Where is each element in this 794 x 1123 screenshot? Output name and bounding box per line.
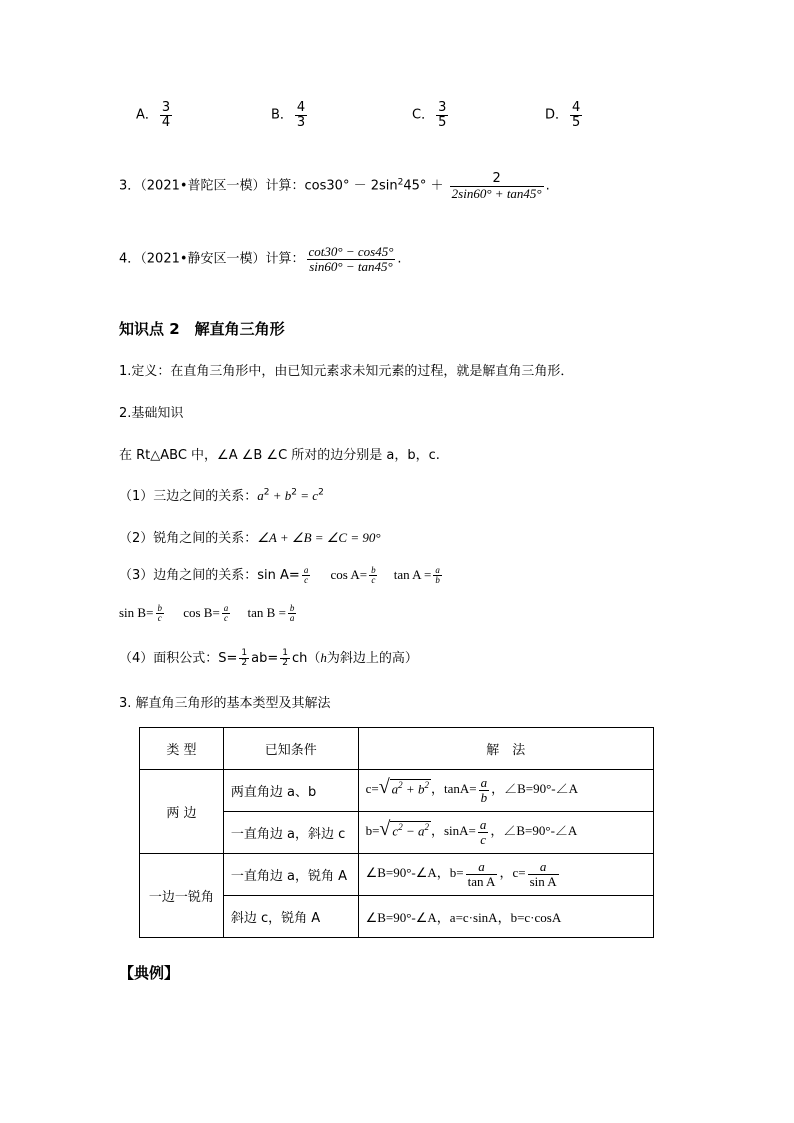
q3-sup: 2 <box>397 177 404 188</box>
table-sol-3 <box>358 854 653 896</box>
rel3-tan-label: tan A = <box>393 567 432 582</box>
relation-3 <box>119 564 444 585</box>
q3-frac-num: 2 <box>492 171 501 186</box>
intro-text: 在 Rt△ABC 中，∠A ∠B ∠C 所对的边分别是 a，b，c. <box>119 448 440 463</box>
relation-3b <box>119 604 298 624</box>
rel2-label: （2）锐角之间的关系： <box>119 531 258 546</box>
option-a-label: A． <box>136 107 158 123</box>
rel3-sina-den: c <box>304 575 309 585</box>
table-row <box>140 854 654 896</box>
r2-frac-den: c <box>480 832 487 847</box>
question-4 <box>119 245 402 273</box>
r3-f1-num: a <box>478 859 485 875</box>
r3-f2-den: sin A <box>529 874 557 889</box>
r1-sqrt-b: + b <box>402 781 425 797</box>
r1-frac-den: b <box>480 790 488 805</box>
rel3-tana-num: a <box>435 564 440 575</box>
types-title: 3. 解直角三角形的基本类型及其解法 <box>119 696 331 711</box>
r2-sol-b: ，sinA= <box>430 823 476 839</box>
table-sol-1 <box>358 770 653 812</box>
table-sol-2 <box>358 812 653 854</box>
rel3-tana-den: b <box>435 575 440 585</box>
q4-suffix: . <box>397 251 402 267</box>
option-b-label: B． <box>271 107 293 123</box>
rel1-b: + b <box>269 488 292 503</box>
r3-sol-b: ，c= <box>499 865 526 881</box>
rel4-label: （4）面积公式：S= <box>119 651 238 666</box>
table-cond-3: 一直角边 a，锐角 A <box>223 854 358 896</box>
option-c-den: 5 <box>438 114 447 130</box>
rel4-half2-num: 1 <box>282 647 289 658</box>
table-header-condition: 已知条件 <box>223 728 358 770</box>
rel3b-cosb-num: a <box>223 603 229 613</box>
r1-sqrt-a: a <box>391 781 399 797</box>
r1-sol-a: c= <box>365 781 379 797</box>
rel3-cos-label: cos A= <box>330 567 368 582</box>
rel1-sq-b: 2 <box>291 487 298 498</box>
table-sol-4: ∠B=90°-∠A，a=c·sinA，b=c·cosA <box>358 896 653 938</box>
rel4-half2-den: 2 <box>282 658 289 668</box>
rel1-sq-c: 2 <box>318 487 324 498</box>
rel4-half-den: 2 <box>241 658 248 668</box>
option-a-den: 4 <box>161 114 171 130</box>
rel4-half-num: 1 <box>241 647 248 658</box>
rel3b-tan-label: tan B = <box>247 604 286 620</box>
r2-sqrt-a: c <box>392 823 399 839</box>
relation-1 <box>119 485 324 504</box>
relation-2 <box>119 527 381 546</box>
q4-prefix: 4．（2021•静安区一模）计算： <box>119 251 305 267</box>
q3-frac-den: 2sin60° + tan45° <box>451 185 542 201</box>
rel3b-tanb-num: b <box>289 603 295 613</box>
rel3-cosa-num: b <box>371 564 376 575</box>
rel3-cosa-den: c <box>371 575 376 585</box>
option-a <box>136 101 174 129</box>
q3-suffix: . <box>545 178 550 194</box>
rel1-a: a <box>257 488 264 503</box>
r2-sol-c: ，∠B=90°-∠A <box>490 823 578 839</box>
table-cond-4: 斜边 c，锐角 A <box>223 896 358 938</box>
r2-frac-num: a <box>479 817 487 833</box>
table-cond-2: 一直角边 a，斜边 c <box>223 812 358 854</box>
example-heading: 【典例】 <box>119 964 180 982</box>
question-3 <box>119 172 550 200</box>
rel3b-cosb-den: c <box>224 613 229 624</box>
rel3-label: （3）边角之间的关系：sin A= <box>119 568 300 583</box>
table-group-two-sides: 两 边 <box>140 770 224 854</box>
rel3b-tanb-den: a <box>289 613 295 624</box>
rel1-label: （1）三边之间的关系： <box>119 489 258 504</box>
r2-sqrt-b: − a <box>402 823 425 839</box>
solution-table <box>139 727 654 938</box>
basic-knowledge-heading: 2.基础知识 <box>119 406 184 421</box>
option-b <box>271 101 309 129</box>
table-row <box>140 770 654 812</box>
r1-frac-num: a <box>480 775 488 791</box>
table-header-method: 解 法 <box>358 728 653 770</box>
r1-sol-c: ，∠B=90°-∠A <box>491 781 578 797</box>
option-d-den: 5 <box>572 114 581 130</box>
rel3b-sinb-num: b <box>157 603 162 613</box>
table-header-row <box>140 728 654 770</box>
option-b-num: 4 <box>296 100 306 115</box>
option-a-num: 3 <box>161 100 171 115</box>
rel2-formula: ∠A + ∠B = ∠C = 90° <box>257 530 381 545</box>
rel4-ab: ab= <box>251 651 279 666</box>
rel4-ch: ch（ <box>292 651 321 666</box>
q4-frac-den: sin60° − tan45° <box>309 258 393 274</box>
q3-mid: 45° ＋ <box>403 178 444 194</box>
r1-sol-b: ，tanA= <box>430 781 477 797</box>
sqrt-icon: √ $a^2 + b^2$ <box>378 776 429 799</box>
definition-text: 1.定义：在直角三角形中，由已知元素求未知元素的过程，就是解直角三角形． <box>119 364 574 379</box>
table-cond-1: 两直角边 a、b <box>223 770 358 812</box>
table-group-side-angle: 一边一锐角 <box>140 854 224 938</box>
r3-f2-num: a <box>539 859 547 875</box>
option-d-label: D． <box>545 107 569 123</box>
rel4-h: h <box>320 650 327 665</box>
sqrt-icon: √ $c^2 - a^2$ <box>379 818 429 841</box>
rel3-sina-num: a <box>303 564 309 575</box>
relation-4 <box>119 647 418 668</box>
section-heading: 知识点 2 解直角三角形 <box>119 320 285 338</box>
rel3b-cos-label: cos B= <box>183 604 220 620</box>
option-b-den: 3 <box>296 114 306 130</box>
rel4-tail: 为斜边上的高） <box>326 651 418 666</box>
r3-sol-a: ∠B=90°-∠A，b= <box>365 865 464 881</box>
q4-frac-num: cot30° − cos45° <box>308 244 394 259</box>
option-d-num: 4 <box>572 100 581 115</box>
option-d <box>545 101 584 129</box>
option-c <box>412 101 450 129</box>
rel3b-sinb-den: c <box>157 613 162 624</box>
rel1-sq-a: 2 <box>263 487 270 498</box>
option-c-label: C． <box>412 107 435 123</box>
rel1-c: = c <box>297 488 319 503</box>
r3-f1-den: tan A <box>467 874 496 889</box>
q3-prefix: 3．（2021•普陀区一模）计算：cos30° － 2sin <box>119 178 398 194</box>
r2-sol-a: b= <box>365 823 380 839</box>
rel3b-sin-label: sin B= <box>119 604 154 620</box>
option-c-num: 3 <box>438 100 447 115</box>
table-header-type: 类 型 <box>140 728 224 770</box>
